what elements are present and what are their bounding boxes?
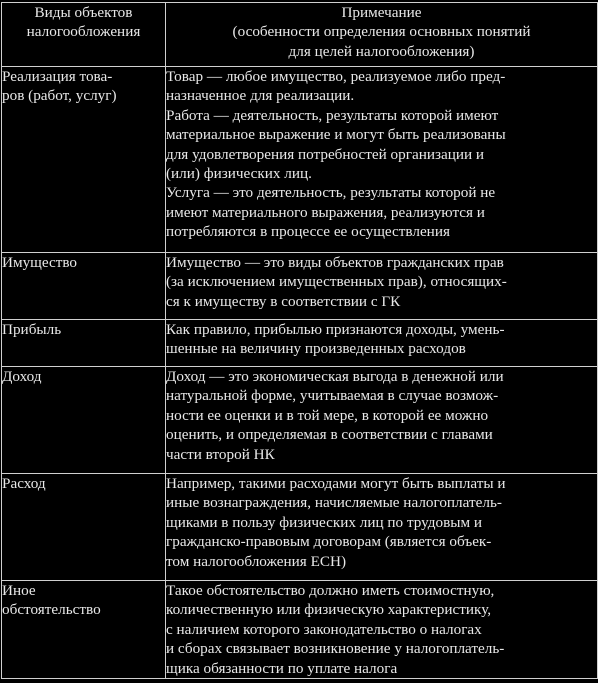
object-cell — [2, 367, 166, 474]
table-row — [2, 253, 598, 320]
note-line: шенные на величину произведенных расходов — [166, 340, 466, 358]
note-line: количественную или физическую характеристику, — [166, 601, 492, 619]
object-cell — [2, 581, 166, 679]
note-cell — [166, 367, 598, 474]
note-line: потребляются в процессе ее осуществления — [166, 223, 450, 241]
note-line: Товар — любое имущество, реализуемое либо пред- — [166, 68, 506, 85]
note-line: щика обязанности по уплате налога — [166, 659, 398, 677]
note-line: и сборах связывает возникновение у налогоплатель- — [166, 640, 505, 658]
note-line: гражданско-правовым договорам (является объек- — [166, 533, 492, 551]
table-row — [2, 474, 598, 581]
note-line: щиками в пользу физических лиц по трудовым и — [166, 513, 483, 531]
note-line: части второй НК — [166, 445, 275, 463]
note-line: Имущество — это виды объектов гражданских прав — [166, 254, 504, 271]
object-cell — [2, 474, 166, 581]
note-line: имеют материального выражения, реализуются и — [166, 203, 485, 221]
object-line: Доход — [2, 368, 42, 385]
object-line: обстоятельство — [2, 601, 101, 619]
note-cell — [166, 581, 598, 679]
table-row — [2, 67, 598, 253]
note-cell — [166, 474, 598, 581]
object-line: Реализация това- — [2, 68, 113, 85]
header-object-types — [2, 3, 166, 67]
note-line: Как правило, прибылью признаются доходы, умень- — [166, 321, 505, 338]
note-line: ся к имуществу в соответствии с ГК — [166, 292, 401, 310]
object-cell — [2, 320, 166, 367]
note-line: с наличием которого законодательство о налогах — [166, 620, 482, 638]
note-line: ности ее оценки и в той мере, в которой ее можно — [166, 406, 489, 424]
note-line: оценить, и определяемая в соответствии с главами — [166, 426, 493, 444]
header-row — [2, 3, 598, 67]
note-line: Работа — деятельность, результаты которой имеют — [166, 106, 499, 124]
object-cell — [2, 67, 166, 253]
object-line: Имущество — [2, 254, 78, 271]
header-note-line: Примечание — [341, 4, 422, 21]
tax-objects-table — [1, 2, 598, 679]
table-row — [2, 581, 598, 679]
note-line: материальное выражение и могут быть реализованы — [166, 126, 506, 144]
note-line: назначенное для реализации. — [166, 87, 355, 105]
object-line: Иное — [2, 582, 36, 599]
object-line: ров (работ, услуг) — [2, 87, 117, 105]
object-line: Прибыль — [2, 321, 62, 338]
note-cell — [166, 320, 598, 367]
header-object-line: Виды объектов — [34, 4, 133, 21]
note-line: иные вознаграждения, начисляемые налогоплатель- — [166, 494, 502, 512]
header-note-line: (особенности определения основных понятий — [232, 23, 531, 41]
note-cell — [166, 67, 598, 253]
table-row — [2, 320, 598, 367]
table-row — [2, 367, 598, 474]
object-line: Расход — [2, 475, 46, 492]
header-note-line: для целей налогообложения) — [288, 42, 475, 60]
note-line: Например, такими расходами могут быть выплаты и — [166, 475, 506, 492]
note-line: том налогообложения ЕСН) — [166, 552, 347, 570]
note-line: для удовлетворения потребностей организации и — [166, 145, 485, 163]
note-line: Такое обстоятельство должно иметь стоимостную, — [166, 582, 495, 599]
header-note — [166, 3, 598, 67]
object-cell — [2, 253, 166, 320]
note-line: (или) физических лиц. — [166, 165, 312, 183]
note-line: (за исключением имущественных прав), относящих- — [166, 273, 507, 291]
note-cell — [166, 253, 598, 320]
note-line: Доход — это экономическая выгода в денежной или — [166, 368, 504, 385]
note-line: натуральной форме, учитываемая в случае возмож- — [166, 387, 499, 405]
note-line: Услуга — это деятельность, результаты которой не — [166, 184, 496, 202]
header-object-line: налогообложения — [26, 23, 141, 41]
